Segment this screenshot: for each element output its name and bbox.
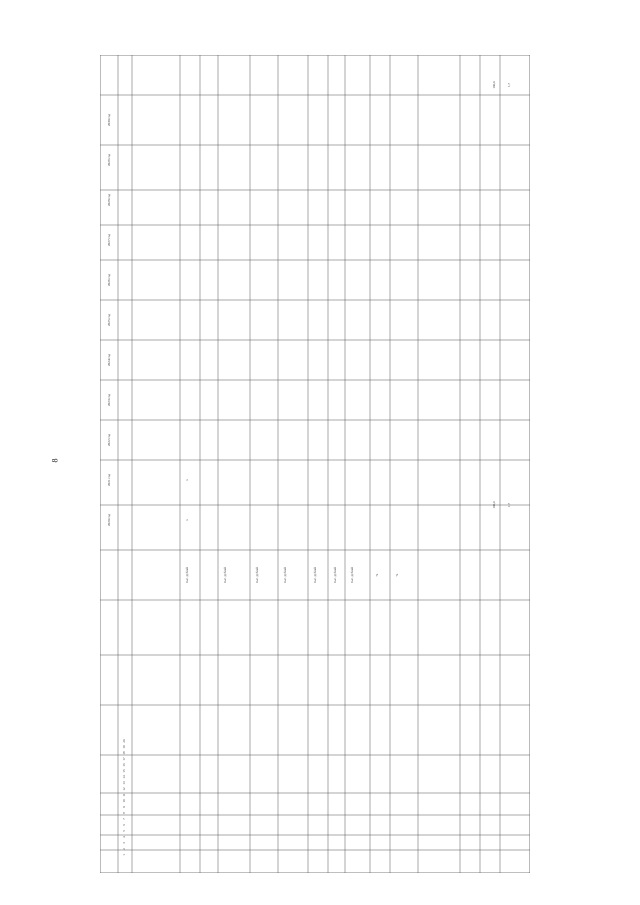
year-header: 2028 год: [107, 193, 111, 207]
year-header: 2026 год: [107, 273, 111, 287]
year-header: 2030 год: [107, 113, 111, 127]
page-number: 8: [50, 458, 60, 463]
column-number: 18: [122, 751, 126, 755]
unit-cell: тыс. рублей: [255, 567, 259, 583]
total-cell: 100,0: [492, 81, 496, 89]
column-number: 2: [122, 848, 126, 850]
column-number: 15: [122, 769, 126, 773]
unit-cell: тыс. рублей: [185, 567, 189, 583]
unit-cell: тыс. рублей: [283, 567, 287, 583]
total-cell: 100,0: [492, 501, 496, 509]
year-header: 2022 год: [107, 433, 111, 447]
year-header: 2020 год: [107, 513, 111, 527]
year-header: 2023 год: [107, 393, 111, 407]
column-number: 13: [122, 781, 126, 785]
column-number: 1: [122, 854, 126, 856]
column-number: 12: [122, 787, 126, 791]
table-grid: [100, 55, 530, 873]
column-number: 20: [122, 739, 126, 743]
column-number: 14: [122, 775, 126, 779]
year-header: 2029 год: [107, 153, 111, 167]
document-table: [100, 55, 530, 873]
unit-cell: тыс. рублей: [223, 567, 227, 583]
year-header: 2027 год: [107, 233, 111, 247]
year-header: 2025 год: [107, 313, 111, 327]
total-cell: 1,7: [507, 83, 511, 87]
column-number: 3: [122, 842, 126, 844]
unit-cell: тыс. рублей: [350, 567, 354, 583]
column-number: 9: [122, 806, 126, 808]
column-number: 8: [122, 812, 126, 814]
unit-cell: %: [375, 573, 379, 577]
column-number: 7: [122, 818, 126, 820]
value-cell: x: [185, 479, 189, 481]
column-number: 4: [122, 836, 126, 838]
column-number: 17: [122, 757, 126, 761]
value-cell: х: [185, 519, 189, 521]
column-number: 11: [122, 793, 126, 797]
column-number: 10: [122, 799, 126, 803]
total-cell: 1,7: [507, 503, 511, 507]
year-header: 2024 год: [107, 353, 111, 367]
column-number: 5: [122, 830, 126, 832]
unit-cell: тыс. рублей: [333, 567, 337, 583]
unit-cell: тыс. рублей: [313, 567, 317, 583]
column-number: 6: [122, 824, 126, 826]
unit-cell: %: [395, 573, 399, 577]
column-number: 19: [122, 745, 126, 749]
column-number: 16: [122, 763, 126, 767]
year-header: 2021 год: [107, 473, 111, 487]
